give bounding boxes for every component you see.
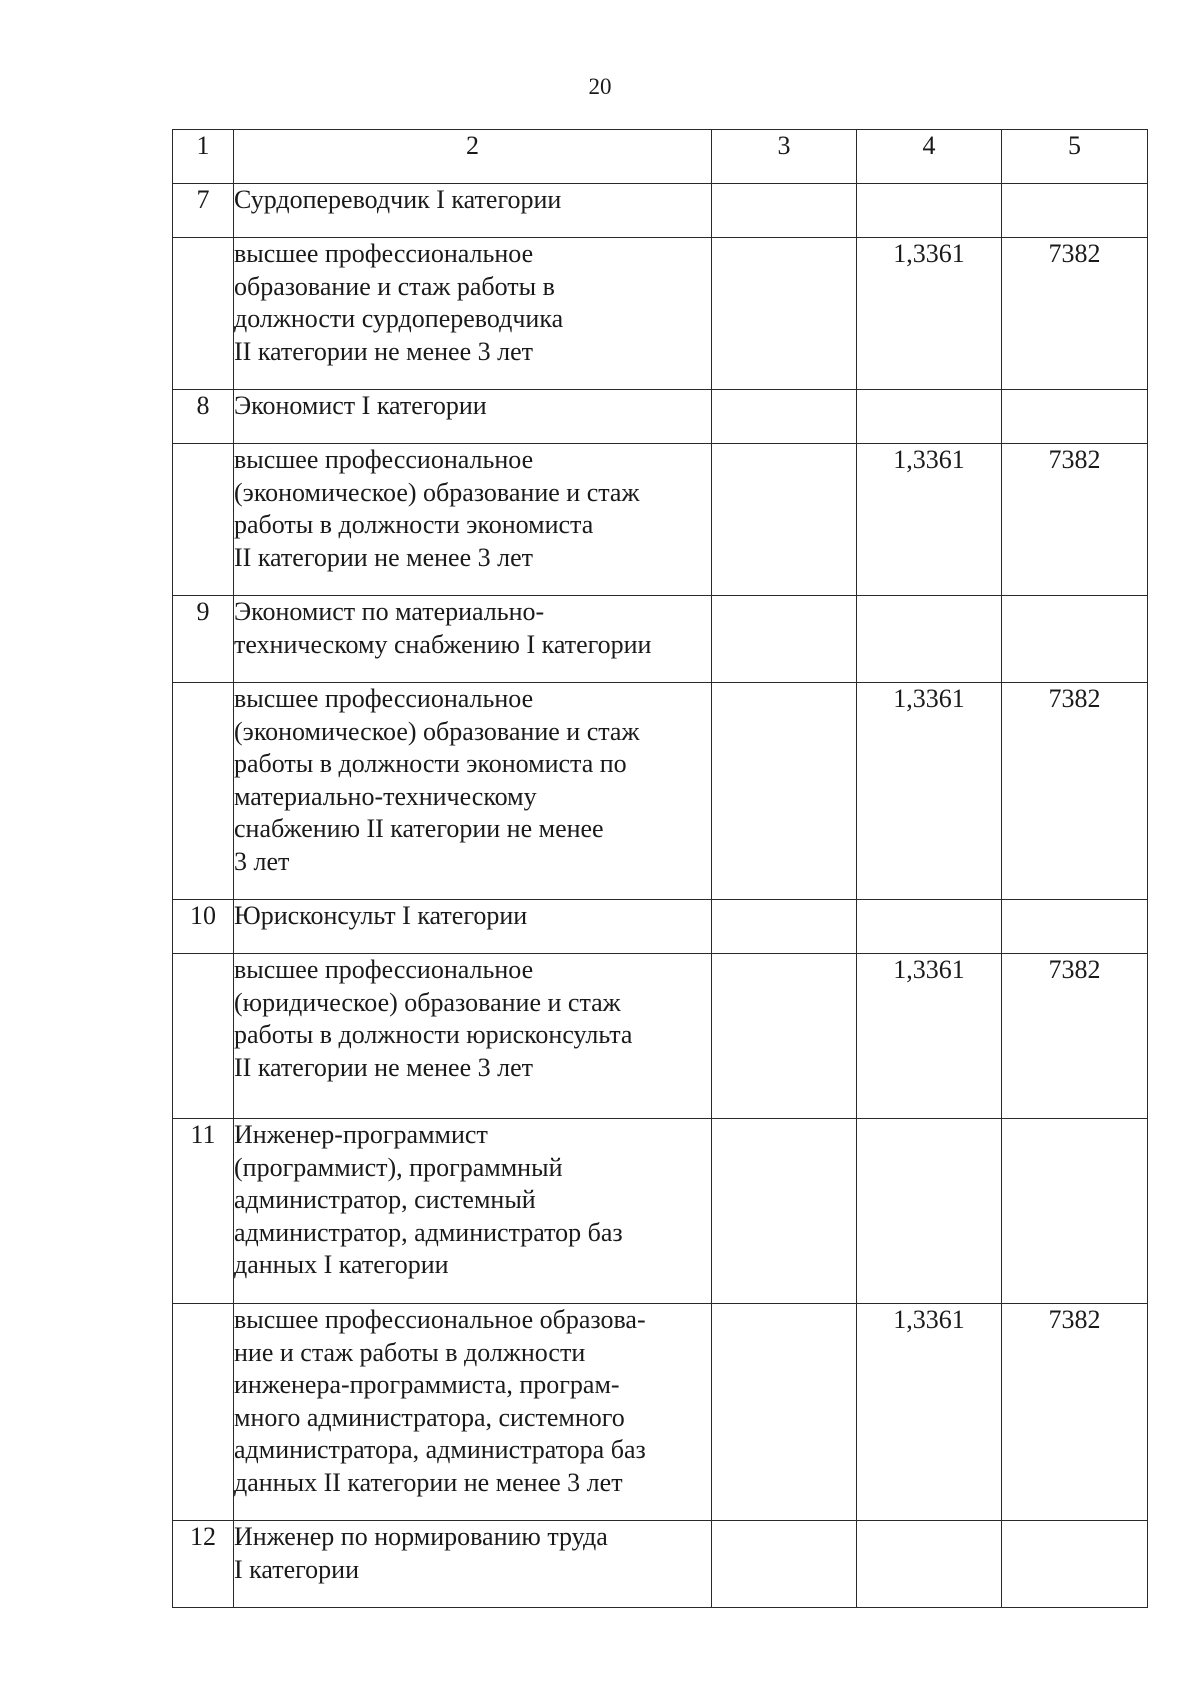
position-description — [234, 900, 712, 954]
page-number: 20 — [588, 74, 612, 99]
text-line: образование и стаж работы в — [234, 271, 555, 301]
text-line: I категории — [234, 1554, 360, 1584]
column-header: 5 — [1002, 130, 1148, 184]
coefficient-value — [857, 900, 1002, 954]
coefficient-value: 1,3361 — [857, 238, 1002, 390]
table-row — [173, 900, 1148, 954]
salary-value — [1002, 900, 1148, 954]
row-number — [173, 1304, 234, 1521]
text-line: высшее профессиональное — [234, 239, 534, 268]
position-description — [234, 954, 712, 1119]
column-3-value — [712, 1521, 857, 1608]
salary-value — [1002, 390, 1148, 444]
text-line: работы в должности экономиста — [234, 510, 594, 539]
column-header: 2 — [234, 130, 712, 184]
text-line: администратор, администратор баз — [234, 1217, 623, 1247]
text-line: инженера-программиста, програм- — [234, 1370, 620, 1399]
text-line: высшее профессиональное — [234, 955, 534, 984]
text-line: Экономист по материально- — [234, 597, 545, 626]
text-line: работы в должности экономиста по — [234, 749, 627, 778]
salary-value: 7382 — [1002, 238, 1148, 390]
row-number — [173, 238, 234, 390]
row-number: 10 — [173, 900, 234, 954]
row-number: 9 — [173, 596, 234, 683]
table-row — [173, 683, 1148, 900]
position-description — [234, 596, 712, 683]
salary-value — [1002, 596, 1148, 683]
text-line: данных I категории — [234, 1250, 449, 1279]
table-header-row — [173, 130, 1148, 184]
position-description — [234, 1119, 712, 1304]
coefficient-value: 1,3361 — [857, 954, 1002, 1119]
text-line: работы в должности юрисконсульта — [234, 1020, 633, 1049]
text-line: Инженер по нормированию труда — [234, 1522, 608, 1551]
text-line: администратор, системный — [234, 1185, 536, 1214]
text-line: техническому снабжению I категории — [234, 629, 652, 659]
table-row — [173, 1304, 1148, 1521]
table-row — [173, 184, 1148, 238]
text-line: Сурдопереводчик I категории — [234, 185, 562, 214]
column-3-value — [712, 444, 857, 596]
text-line: много администратора, системного — [234, 1402, 625, 1432]
text-line: высшее профессиональное — [234, 445, 534, 474]
salary-value: 7382 — [1002, 683, 1148, 900]
position-description — [234, 184, 712, 238]
text-line: (экономическое) образование и стаж — [234, 716, 640, 746]
table-row — [173, 390, 1148, 444]
coefficient-value — [857, 1119, 1002, 1304]
text-line: ние и стаж работы в должности — [234, 1337, 586, 1367]
row-number — [173, 954, 234, 1119]
table-body — [173, 184, 1148, 1608]
column-header: 4 — [857, 130, 1002, 184]
text-line: Экономист I категории — [234, 391, 487, 420]
column-3-value — [712, 900, 857, 954]
salary-value — [1002, 1119, 1148, 1304]
column-3-value — [712, 390, 857, 444]
table-row — [173, 954, 1148, 1119]
column-header: 3 — [712, 130, 857, 184]
salary-value: 7382 — [1002, 954, 1148, 1119]
position-description — [234, 238, 712, 390]
position-description — [234, 1304, 712, 1521]
column-header: 1 — [173, 130, 234, 184]
text-line: 3 лет — [234, 846, 290, 876]
position-description — [234, 390, 712, 444]
text-line: высшее профессиональное образова- — [234, 1305, 646, 1334]
table-row — [173, 596, 1148, 683]
salary-value — [1002, 184, 1148, 238]
coefficient-value: 1,3361 — [857, 444, 1002, 596]
column-3-value — [712, 238, 857, 390]
text-line: данных II категории не менее 3 лет — [234, 1467, 623, 1497]
column-3-value — [712, 596, 857, 683]
coefficient-value — [857, 390, 1002, 444]
coefficient-value: 1,3361 — [857, 683, 1002, 900]
row-number — [173, 444, 234, 596]
column-3-value — [712, 954, 857, 1119]
coefficient-value — [857, 184, 1002, 238]
text-line: (экономическое) образование и стаж — [234, 477, 640, 507]
text-line: II категории не менее 3 лет — [234, 542, 533, 572]
coefficient-value: 1,3361 — [857, 1304, 1002, 1521]
row-number — [173, 683, 234, 900]
table-row — [173, 1521, 1148, 1608]
row-number: 12 — [173, 1521, 234, 1608]
text-line: высшее профессиональное — [234, 684, 534, 713]
row-number: 11 — [173, 1119, 234, 1304]
row-number: 8 — [173, 390, 234, 444]
coefficient-value — [857, 1521, 1002, 1608]
table-row — [173, 1119, 1148, 1304]
row-number: 7 — [173, 184, 234, 238]
position-description — [234, 683, 712, 900]
text-line: II категории не менее 3 лет — [234, 336, 533, 366]
coefficient-value — [857, 596, 1002, 683]
column-3-value — [712, 683, 857, 900]
text-line: должности сурдопереводчика — [234, 304, 564, 333]
salary-value: 7382 — [1002, 1304, 1148, 1521]
text-line: Инженер-программист — [234, 1120, 488, 1149]
position-description — [234, 444, 712, 596]
column-3-value — [712, 184, 857, 238]
text-line: администратора, администратора баз — [234, 1435, 646, 1464]
text-line: II категории не менее 3 лет — [234, 1052, 533, 1082]
salary-value — [1002, 1521, 1148, 1608]
salary-table — [172, 129, 1148, 1608]
salary-value: 7382 — [1002, 444, 1148, 596]
position-description — [234, 1521, 712, 1608]
column-3-value — [712, 1119, 857, 1304]
text-line: (юридическое) образование и стаж — [234, 987, 621, 1017]
table-row — [173, 444, 1148, 596]
table-row — [173, 238, 1148, 390]
text-line: (программист), программный — [234, 1152, 563, 1182]
column-3-value — [712, 1304, 857, 1521]
text-line: снабжению II категории не менее — [234, 814, 604, 843]
text-line: материально-техническому — [234, 781, 537, 811]
text-line: Юрисконсульт I категории — [234, 901, 528, 930]
